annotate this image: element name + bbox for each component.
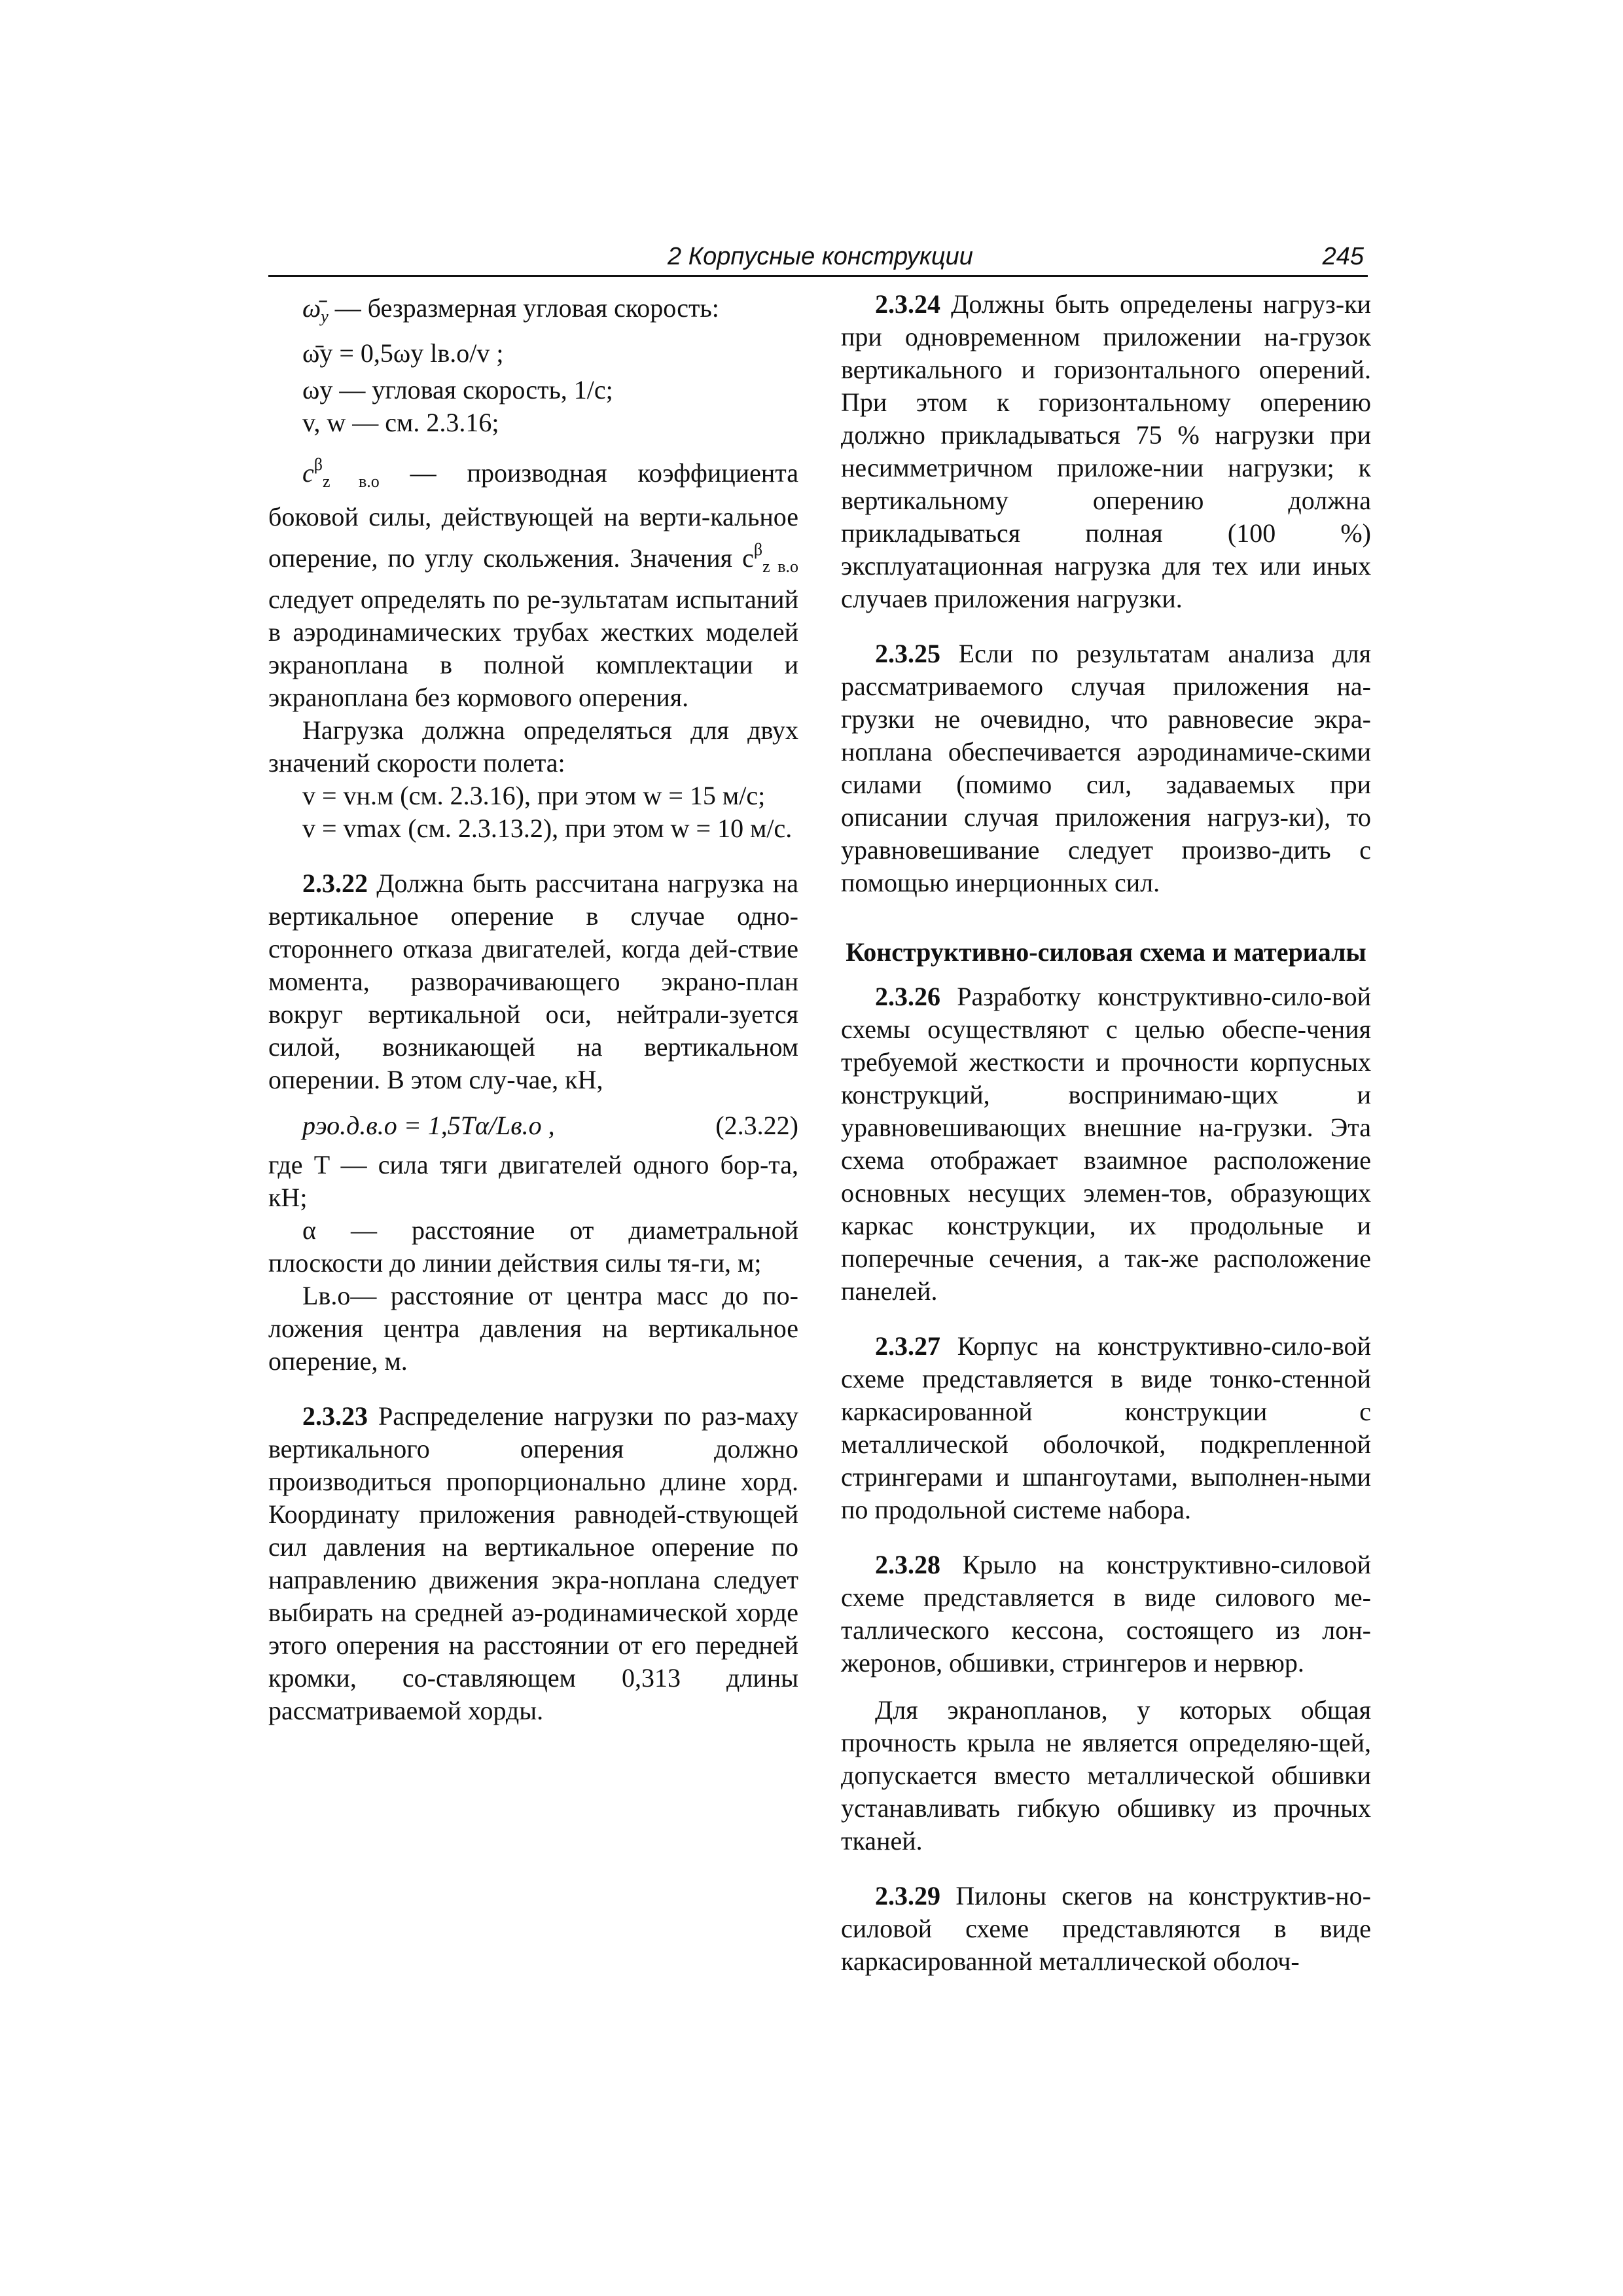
- clause-2-3-24-text: Должны быть определены нагруз-ки при одновременном приложении на-грузок вертикального и горизонтального оперений. При этом к горизонтальному оперению должно прикладываться 75 % нагрузки при несимметричном приложе-нии нагрузки; к вертикальному оперению должна прикладываться полная (100 %) эксплуатационная нагрузка для тех или иных случаев приложения нагрузки.: [841, 289, 1371, 613]
- clause-2-3-25-text: Если по результатам анализа для рассматриваемого случая приложения на-грузки не очевидно, что равновесие экра-ноплана обеспечивается аэродинамиче-скими силами (помимо сил, задаваемых при описании случая приложения нагруз-ки), то уравновешивание следует произво-дить с помощью инерционных сил.: [841, 639, 1371, 897]
- section-heading: Конструктивно-силовая схема и материалы: [846, 937, 1366, 967]
- clause-2-3-27: [841, 1330, 1371, 1526]
- c-sub: z в.о: [323, 472, 380, 491]
- clause-2-3-28: [841, 1549, 1371, 1679]
- side-force-sub: z в.о: [762, 557, 798, 576]
- two-speeds-paragraph: Нагрузка должна определяться для двух значений скорости полета:: [268, 715, 798, 778]
- clause-2-3-25-number: 2.3.25: [875, 639, 940, 668]
- running-header: [268, 237, 1368, 277]
- left-column: [268, 288, 798, 1727]
- l-definition: Lв.о— расстояние от центра масс до по-ложения центра давления на вертикальное оперение, м.: [268, 1281, 798, 1376]
- omega-y-definition: ωy — угловая скорость, 1/с;: [302, 375, 613, 404]
- omega-symbol: ω̄: [302, 293, 321, 323]
- formula-2-3-22-expression: pэо.д.в.о = 1,5Tα/Lв.о ,: [302, 1111, 555, 1140]
- clause-2-3-23: [268, 1400, 798, 1727]
- clause-2-3-26-text: Разработку конструктивно-сило-вой схемы осуществляют с целью обеспе-чения требуемой жесткости и прочности корпусных конструкций, воспринимаю-щих и уравновешивающих внешние на-грузки. Эта схема отображает взаимное расположение основных несущих элемен-тов, образующих каркас конструкции, их продольные и поперечные сечения, а так-же расположение панелей.: [841, 982, 1371, 1306]
- clause-2-3-29-text: Пилоны скегов на конструктив-но-силовой схеме представляются в виде каркасированной металлической оболоч-: [841, 1881, 1371, 1976]
- clause-2-3-23-number: 2.3.23: [302, 1401, 368, 1431]
- side-force-text-2: следует определять по ре-зультатам испытаний в аэродинамических трубах жестких моделей экраноплана в полной комплектации и экраноплана без кормового оперения.: [268, 584, 798, 712]
- right-column: [841, 288, 1371, 1978]
- clause-2-3-26-number: 2.3.26: [875, 982, 940, 1011]
- speed-case-2: v = vmax (см. 2.3.13.2), при этом w = 10 м/с.: [302, 814, 793, 843]
- clause-2-3-28-text: Крыло на конструктивно-силовой схеме представляется в виде силового ме-таллического кессона, состоящего из лон-жеронов, обшивки, стрингеров и нервюр.: [841, 1550, 1371, 1677]
- clause-2-3-29: [841, 1880, 1371, 1978]
- speed-case-1: v = vн.м (см. 2.3.16), при этом w = 15 м/с;: [302, 781, 766, 810]
- omega-subscript: y: [321, 307, 329, 326]
- side-force-sup: β: [753, 540, 763, 559]
- alpha-definition: α — расстояние от диаметральной плоскости до линии действия силы тя-ги, м;: [268, 1215, 798, 1278]
- where-t-definition: где T — сила тяги двигателей одного бор-та, кН;: [268, 1150, 798, 1212]
- clause-2-3-27-number: 2.3.27: [875, 1331, 940, 1361]
- clause-2-3-22-number: 2.3.22: [302, 869, 368, 898]
- clause-2-3-23-text: Распределение нагрузки по раз-маху вертикального оперения должно производиться пропорционально длине хорд. Координату приложения равнодей-ствующей сил давления на вертикальное оперение по направлению движения экра-ноплана следует выбирать на средней аэ-родинамической хорде этого оперения на расстоянии от его передней кромки, со-ставляющем 0,313 длины рассматриваемой хорды.: [268, 1401, 798, 1725]
- clause-2-3-28-number: 2.3.28: [875, 1550, 940, 1579]
- clause-2-3-22-text: Должна быть рассчитана нагрузка на вертикальное оперение в случае одно-стороннего отказа двигателей, когда дей-ствие момента, разворачивающего экрано-план вокруг вертикальной оси, нейтрали-зуется силой, возникающей на вертикальном оперении. В этом слу-чае, кН,: [268, 869, 798, 1094]
- omega-definition: [268, 292, 798, 333]
- formula-2-3-22: [302, 1109, 798, 1142]
- c-sup: β: [313, 455, 323, 474]
- omega-text: — безразмерная угловая скорость:: [328, 293, 719, 323]
- clause-2-3-24: [841, 288, 1371, 615]
- side-force-text-1: боковой силы, действующей на верти-кальное оперение, по углу скольжения. Значения c: [268, 502, 798, 573]
- clause-2-3-29-number: 2.3.29: [875, 1881, 940, 1910]
- side-force-paragraph: [268, 501, 798, 714]
- chapter-title: 2 Корпусные конструкции: [668, 243, 973, 270]
- clause-2-3-24-number: 2.3.24: [875, 289, 940, 319]
- clause-2-3-26: [841, 980, 1371, 1308]
- formula-2-3-22-number: (2.3.22): [715, 1111, 798, 1140]
- clause-2-3-27-text: Корпус на конструктивно-сило-вой схеме представляется в виде тонко-стенной каркасированной конструкции с металлической оболочкой, подкрепленной стрингерами и шпангоутами, выполнен-ными по продольной системе набора.: [841, 1331, 1371, 1524]
- v-w-reference: v, w — см. 2.3.16;: [302, 408, 499, 437]
- omega-formula: ω̄y = 0,5ωy lв.о/v ;: [302, 338, 504, 368]
- c-symbol: c: [302, 458, 314, 488]
- page-number: 245: [1322, 243, 1364, 270]
- clause-2-3-22: [268, 867, 798, 1096]
- clause-2-3-25: [841, 637, 1371, 899]
- c-text: — производная коэффициента: [379, 458, 798, 488]
- flexible-skin-paragraph: Для экранопланов, у которых общая прочность крыла не является определяю-щей, допускается вместо металлической обшивки устанавливать гибкую обшивку из прочных тканей.: [841, 1695, 1371, 1856]
- c-beta-definition: [268, 448, 798, 498]
